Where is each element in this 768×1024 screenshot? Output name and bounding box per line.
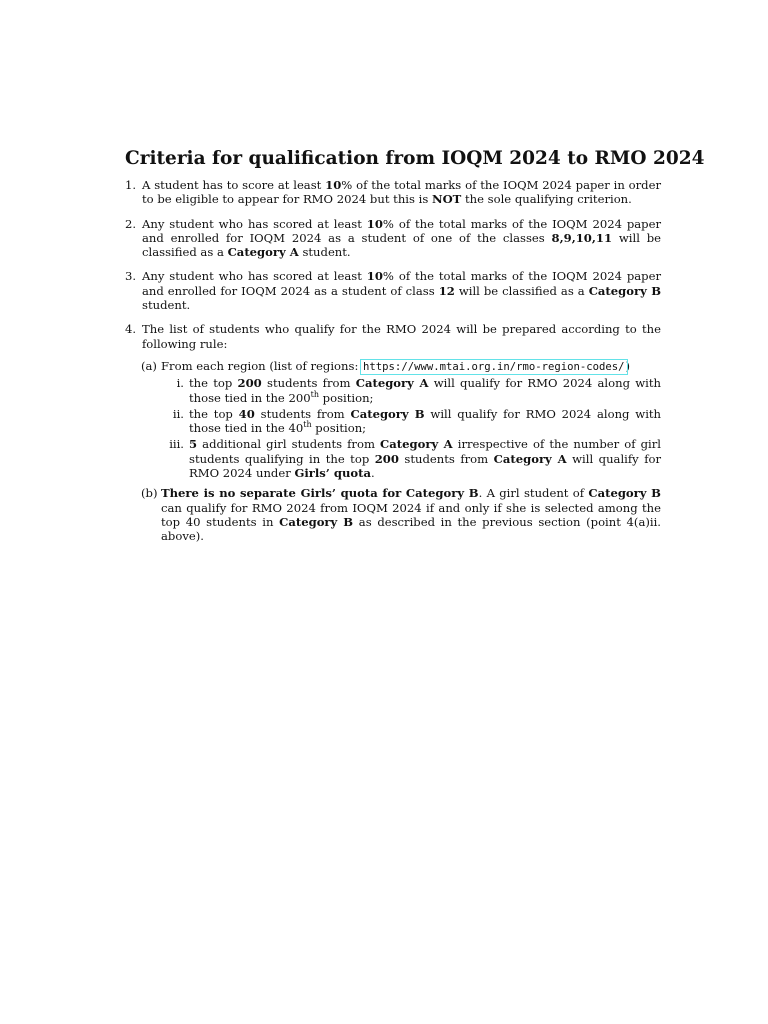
criteria-list (125, 178, 661, 558)
sub-item-text: From each region (list of regions: (161, 358, 363, 373)
item-text: Any student who has scored at least 10% of the total marks of the IOQM 2024 paper and enrolled for IOQM 2024 as a student of one of the classes 8,9,10,11 will be classified as a Category A student. (142, 216, 662, 260)
item-text (142, 322, 661, 547)
item-number: 2. (125, 216, 137, 231)
item-text: A student has to score at least 10% of the total marks of the IOQM 2024 paper in order to be eligible to appear for RMO 2024 but this is NOT the sole qualifying criterion. (142, 178, 661, 207)
item-intro: The list of students who qualify for the RMO 2024 will be prepared according to the following rule: (142, 322, 661, 351)
item-number: 3. (125, 269, 137, 284)
sub-item-label: (b) (141, 486, 158, 501)
list-item (125, 217, 661, 260)
list-item (125, 322, 661, 547)
sub-item-b (137, 486, 661, 543)
sub-item-text: There is no separate Girls’ quota for Category B. A girl student of Category B can qualify for RMO 2024 from IOQM 2024 if and only if she is selected among the top 40 students in Category B as described in the previous section (point 4(a)ii. above). (161, 486, 661, 544)
roman-text: the top 200 students from Category A will qualify for RMO 2024 along with those tied in the 200th position; (189, 376, 661, 405)
roman-item (165, 437, 661, 480)
list-item (125, 269, 661, 312)
roman-text: 5 additional girl students from Category A irrespective of the number of girl students qualifying in the top 200 students from Category A will qualify for RMO 2024 under Girls’ quota. (189, 437, 662, 481)
region-codes-link[interactable]: https://www.mtai.org.in/rmo-region-codes/ (363, 360, 625, 373)
roman-item (165, 407, 661, 436)
roman-list (165, 376, 661, 480)
item-number: 1. (125, 178, 137, 192)
sub-list (137, 359, 661, 544)
roman-text: the top 40 students from Category B will qualify for RMO 2024 along with those tied in the 40th position; (189, 406, 662, 436)
sub-item-label: (a) (141, 358, 157, 373)
sub-item-a: (a) From each region (list of regions: https://www.mtai.org.in/rmo-region-codes/) i. the top 200 students from Category A will qualify for RMO 2024 along with those tied in the 200th position; ii. the top 40 students from Category B will qualify for RMO 2024 along with those tied in the 40th position; iii. 5 additional girl students from Category A irrespective of the number of girl students qualifying in the top 200 students from Category A will qualify for RMO 2024 under Girls’ quota. (137, 359, 661, 482)
item-text: Any student who has scored at least 10% of the total marks of the IOQM 2024 paper and enrolled for IOQM 2024 as a student of class 12 will be classified as a Category B student. (142, 269, 662, 313)
roman-label: iii. (169, 437, 184, 452)
list-item (125, 178, 661, 207)
item-number: 4. (125, 322, 137, 337)
roman-label: i. (176, 376, 184, 391)
roman-item (165, 376, 661, 405)
page-title: Criteria for qualification from IOQM 2024 to RMO 2024 (125, 148, 705, 169)
roman-label: ii. (172, 406, 184, 421)
